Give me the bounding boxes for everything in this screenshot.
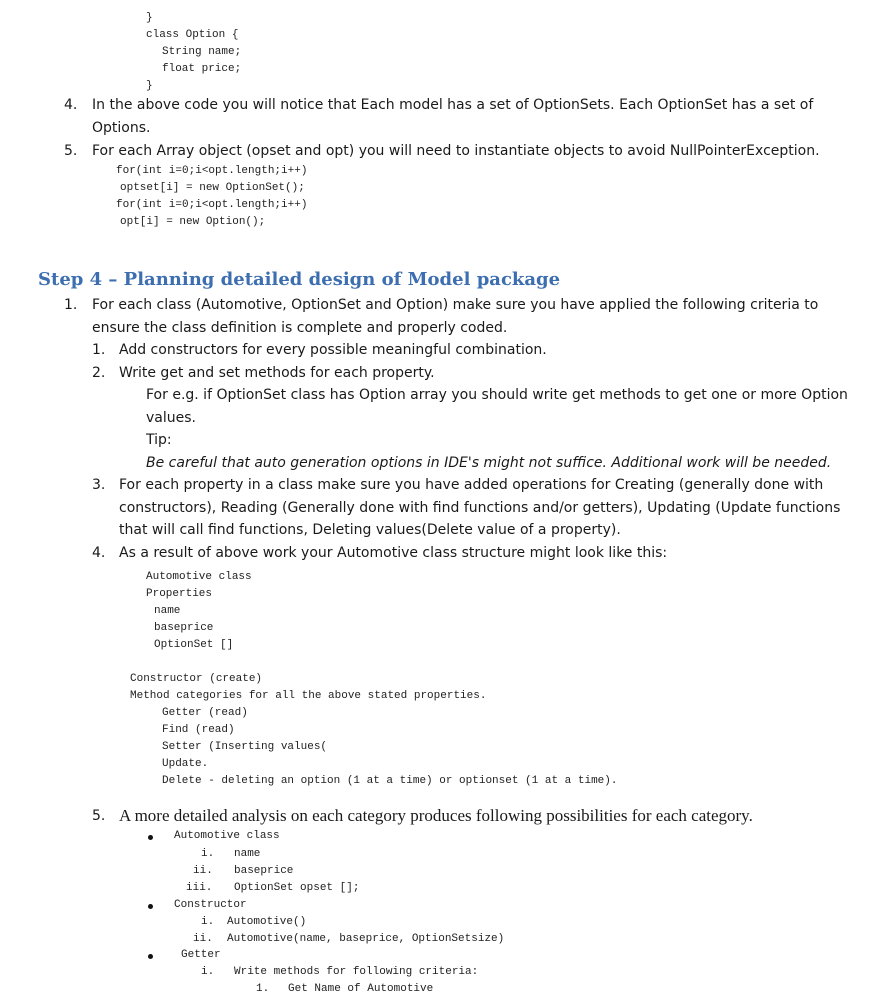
bullet-icon <box>148 954 153 959</box>
bullet-text: Getter <box>181 949 221 961</box>
paragraph-line: For each Array object (opset and opt) you will need to instantiate objects to avoid NullPointerException. <box>92 143 820 159</box>
roman-numeral: i. <box>201 916 215 928</box>
list-number: 3. <box>92 477 106 493</box>
paragraph-line: For each class (Automotive, OptionSet and Option) make sure you have applied the following criteria to <box>92 297 819 313</box>
code-line: } <box>146 12 153 24</box>
code-line: opt[i] = new Option(); <box>120 216 266 228</box>
code-line: Setter (Inserting values( <box>162 741 328 753</box>
code-line: } <box>146 80 153 92</box>
paragraph-line: In the above code you will notice that Each model has a set of OptionSets. Each OptionSet has a set of <box>92 97 814 113</box>
paragraph-line: that will call find functions, Deleting values(Delete value of a property). <box>119 522 621 538</box>
code-line: Update. <box>162 758 209 770</box>
code-line: float price; <box>162 63 242 75</box>
code-line: Find (read) <box>162 724 235 736</box>
code-line: Get Name of Automotive <box>288 983 434 995</box>
code-line: baseprice <box>234 865 294 877</box>
paragraph-line: As a result of above work your Automotive class structure might look like this: <box>119 545 668 561</box>
list-number: 5. <box>92 808 106 824</box>
bullet-text: Automotive class <box>174 830 280 842</box>
list-number: 4. <box>64 97 78 113</box>
code-line: optset[i] = new OptionSet(); <box>120 182 305 194</box>
code-line: for(int i=0;i<opt.length;i++) <box>116 199 308 211</box>
list-number: 4. <box>92 545 106 561</box>
code-line: Automotive() <box>227 916 307 928</box>
section-heading: Step 4 – Planning detailed design of Model package <box>38 269 561 290</box>
paragraph-line: For e.g. if OptionSet class has Option array you should write get methods to get one or more Option <box>146 387 848 403</box>
roman-numeral: i. <box>201 966 215 978</box>
tip-label: Tip: <box>146 432 172 448</box>
code-line: name <box>154 605 181 617</box>
bullet-icon <box>148 835 153 840</box>
roman-numeral: i. <box>201 848 215 860</box>
code-line: for(int i=0;i<opt.length;i++) <box>116 165 308 177</box>
code-line: Automotive class <box>146 571 252 583</box>
list-number: 1. <box>92 342 106 358</box>
paragraph-line: For each property in a class make sure you have added operations for Creating (generally done with <box>119 477 824 493</box>
bullet-text: Constructor <box>174 899 247 911</box>
paragraph-line: A more detailed analysis on each category produces following possibilities for each category. <box>119 806 753 825</box>
list-number: 1. <box>256 983 270 995</box>
code-line: baseprice <box>154 622 214 634</box>
paragraph-line: ensure the class definition is complete and properly coded. <box>92 320 508 336</box>
list-number: 5. <box>64 143 78 159</box>
code-line: String name; <box>162 46 242 58</box>
code-line: Method categories for all the above stated properties. <box>130 690 487 702</box>
paragraph-line: constructors), Reading (Generally done with find functions and/or getters), Updating (Update functions <box>119 500 841 516</box>
code-line: OptionSet [] <box>154 639 234 651</box>
code-line: Automotive(name, baseprice, OptionSetsize) <box>227 933 505 945</box>
code-line: Delete - deleting an option (1 at a time) or optionset (1 at a time). <box>162 775 618 787</box>
paragraph-line: Add constructors for every possible meaningful combination. <box>119 342 547 358</box>
roman-numeral: iii. <box>186 882 213 894</box>
paragraph-line: Write get and set methods for each property. <box>119 365 435 381</box>
code-line: name <box>234 848 261 860</box>
roman-numeral: ii. <box>193 933 213 945</box>
roman-numeral: ii. <box>193 865 213 877</box>
code-line: OptionSet opset []; <box>234 882 360 894</box>
paragraph-line: Options. <box>92 120 151 136</box>
code-line: Getter (read) <box>162 707 248 719</box>
code-line: Write methods for following criteria: <box>234 966 479 978</box>
list-number: 2. <box>92 365 106 381</box>
list-number: 1. <box>64 297 78 313</box>
bullet-icon <box>148 904 153 909</box>
paragraph-line: values. <box>146 410 196 426</box>
tip-text: Be careful that auto generation options in IDE's might not suffice. Additional work will be needed. <box>146 455 832 471</box>
code-line: Properties <box>146 588 213 600</box>
code-line: Constructor (create) <box>130 673 263 685</box>
code-line: class Option { <box>146 29 239 41</box>
